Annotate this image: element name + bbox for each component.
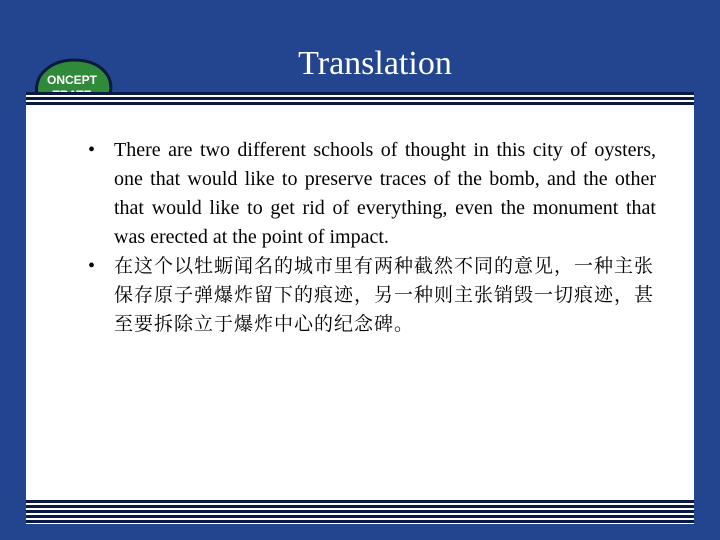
bullet-item-english <box>82 136 656 252</box>
bullet-item-chinese <box>82 252 656 339</box>
bullet-text-english: There are two different schools of thought in this city of oysters, one that would like to preserve traces of the bomb, and the other that would like to get rid of everything, even the monument that was erected at the point of impact. <box>114 139 656 248</box>
header-rule <box>26 92 694 106</box>
logo-text-line-1: ONCEPT <box>46 73 98 87</box>
footer-rule <box>26 500 694 524</box>
bullet-marker: • <box>88 255 96 277</box>
bullet-marker: • <box>88 139 96 161</box>
slide-title: Translation <box>298 45 452 82</box>
bullet-text-chinese: 在这个以牡蛎闻名的城市里有两种截然不同的意见，一种主张保存原子弹爆炸留下的痕迹，另一种则主张销毁一切痕迹，甚至要拆除立于爆炸中心的纪念碑。 <box>114 255 655 335</box>
bullet-list <box>82 136 656 339</box>
